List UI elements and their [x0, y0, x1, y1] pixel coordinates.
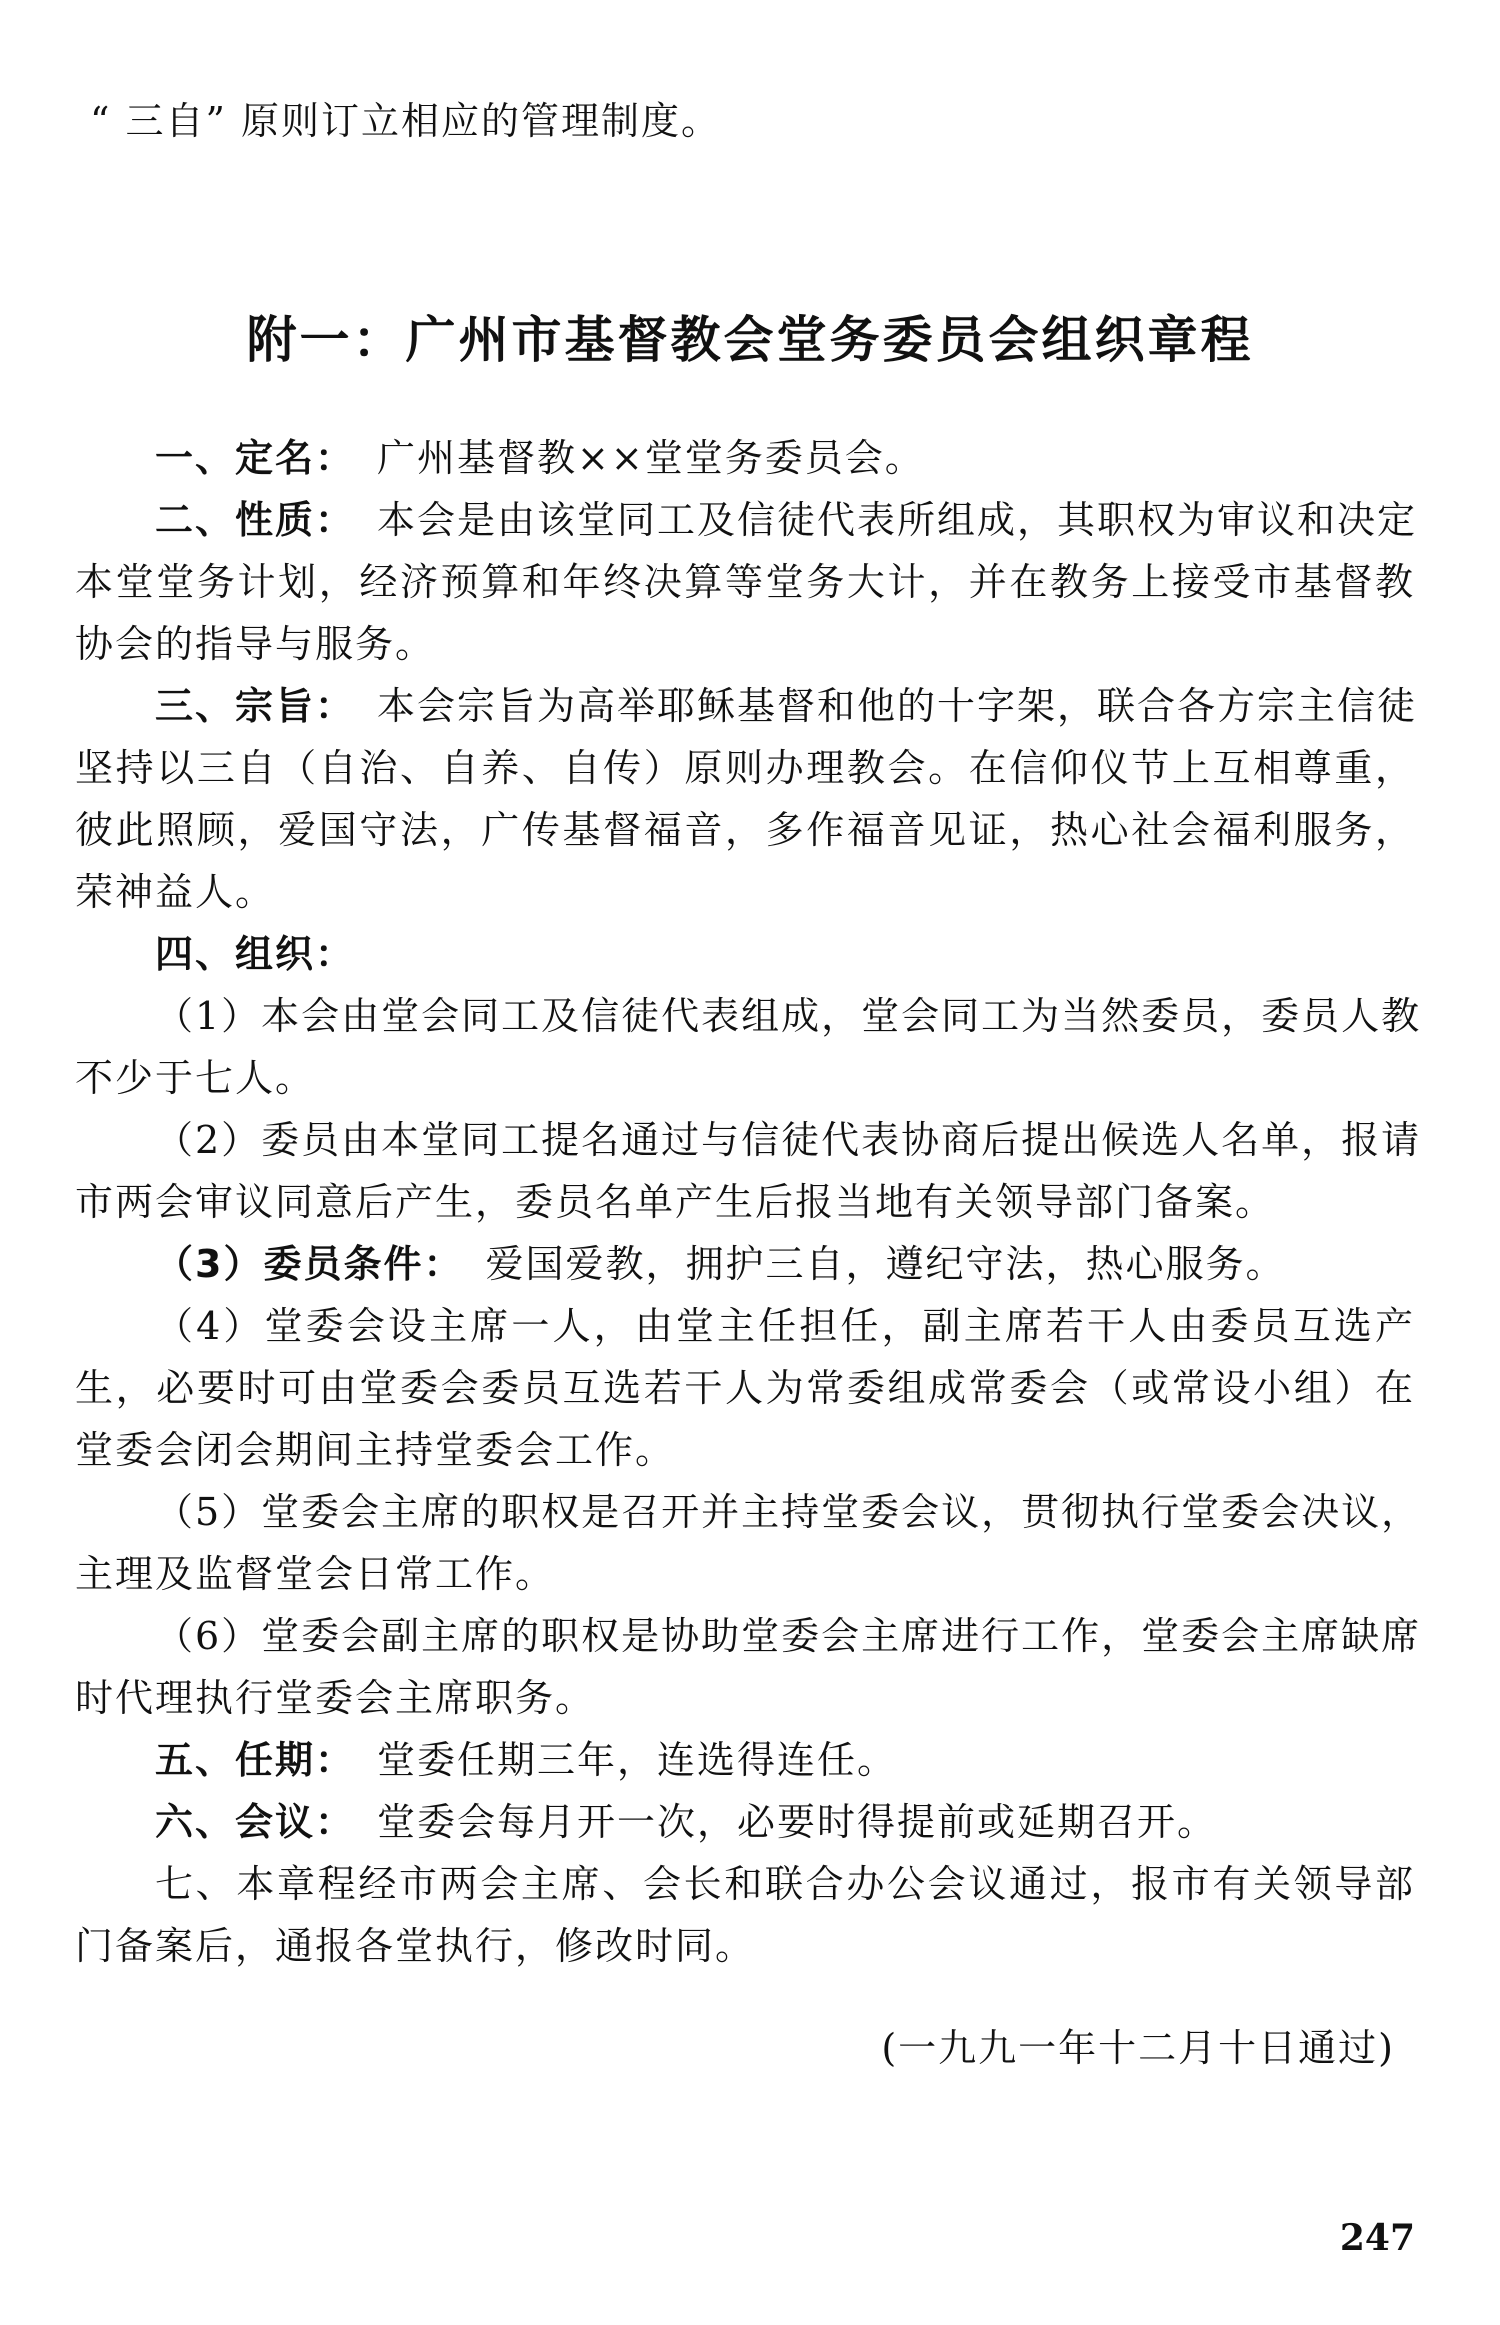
section-meeting — [155, 1799, 1495, 1845]
org-item-5-line-2: 主理及监督堂会日常工作。 — [75, 1552, 556, 1596]
section-term — [155, 1737, 1495, 1783]
section-purpose-line-2: 坚持以三自（自治、自养、自传）原则办理教会。在信仰仪节上互相尊重， — [75, 746, 1415, 790]
org-item-1-line-1: （1）本会由堂会同工及信徒代表组成，堂会同工为当然委员，委员人教 — [155, 994, 1422, 1038]
org-item-6-line-1: （6）堂委会副主席的职权是协助堂委会主席进行工作，堂委会主席缺席 — [155, 1614, 1422, 1658]
org-item-1-line-2: 不少于七人。 — [75, 1056, 316, 1100]
section-meeting-text: 堂委会每月开一次，必要时得提前或延期召开。 — [377, 1800, 1218, 1844]
adoption-date: (一九九一年十二月十日通过) — [881, 2026, 1395, 2070]
org-item-5-line-1: （5）堂委会主席的职权是召开并主持堂委会议，贯彻执行堂委会决议， — [155, 1490, 1422, 1534]
org-item-6-line-2: 时代理执行堂委会主席职务。 — [75, 1676, 596, 1720]
section-adoption-line-1: 七、本章程经市两会主席、会长和联合办公会议通过，报市有关领导部 — [155, 1862, 1415, 1906]
section-purpose-line-1 — [155, 683, 1418, 729]
section-purpose-text-1: 本会宗旨为高举耶稣基督和他的十字架，联合各方宗主信徒 — [377, 684, 1418, 728]
section-purpose-line-3: 彼此照顾，爱国守法，广传基督福音，多作福音见证，热心社会福利服务， — [75, 808, 1415, 852]
section-term-text: 堂委任期三年，连选得连任。 — [377, 1738, 898, 1782]
intro-line: “ 三自” 原则订立相应的管理制度。 — [90, 99, 722, 143]
section-term-label: 五、任期： — [155, 1738, 356, 1782]
section-meeting-label: 六、会议： — [155, 1800, 356, 1844]
section-nature-line-3: 协会的指导与服务。 — [75, 622, 436, 666]
appendix-heading: 附一：广州市基督教会堂务委员会组织章程 — [246, 311, 1254, 369]
org-item-4-line-1: （4）堂委会设主席一人，由堂主任担任，副主席若干人由委员互选产 — [155, 1304, 1415, 1348]
section-name-label: 一、定名： — [155, 436, 356, 480]
org-item-3-label: （3）委员条件： — [155, 1242, 464, 1286]
section-nature-text-1: 本会是由该堂同工及信徒代表所组成，其职权为审议和决定 — [377, 498, 1418, 542]
section-nature-label: 二、性质： — [155, 498, 356, 542]
page-number: 247 — [1339, 2217, 1415, 2259]
section-nature-line-1 — [155, 497, 1418, 543]
org-item-2-line-1: （2）委员由本堂同工提名通过与信徒代表协商后提出候选人名单，报请 — [155, 1118, 1422, 1162]
section-name-text: 广州基督教××堂堂务委员会。 — [377, 436, 925, 480]
section-nature-line-2: 本堂堂务计划，经济预算和年终决算等堂务大计，并在教务上接受市基督教 — [75, 560, 1415, 604]
org-item-4-line-2: 生，必要时可由堂委会委员互选若干人为常委组成常委会（或常设小组）在 — [75, 1366, 1415, 1410]
section-organization-label: 四、组织： — [155, 932, 356, 976]
section-purpose-line-4: 荣神益人。 — [75, 870, 276, 914]
org-item-3-text: 爱国爱教，拥护三自，遵纪守法，热心服务。 — [485, 1242, 1286, 1286]
org-item-2-line-2: 市两会审议同意后产生，委员名单产生后报当地有关领导部门备案。 — [75, 1180, 1276, 1224]
org-item-3 — [155, 1241, 1495, 1287]
org-item-4-line-3: 堂委会闭会期间主持堂委会工作。 — [75, 1428, 676, 1472]
section-name — [155, 435, 1495, 481]
section-purpose-label: 三、宗旨： — [155, 684, 356, 728]
section-adoption-line-2: 门备案后，通报各堂执行，修改时同。 — [75, 1924, 756, 1968]
